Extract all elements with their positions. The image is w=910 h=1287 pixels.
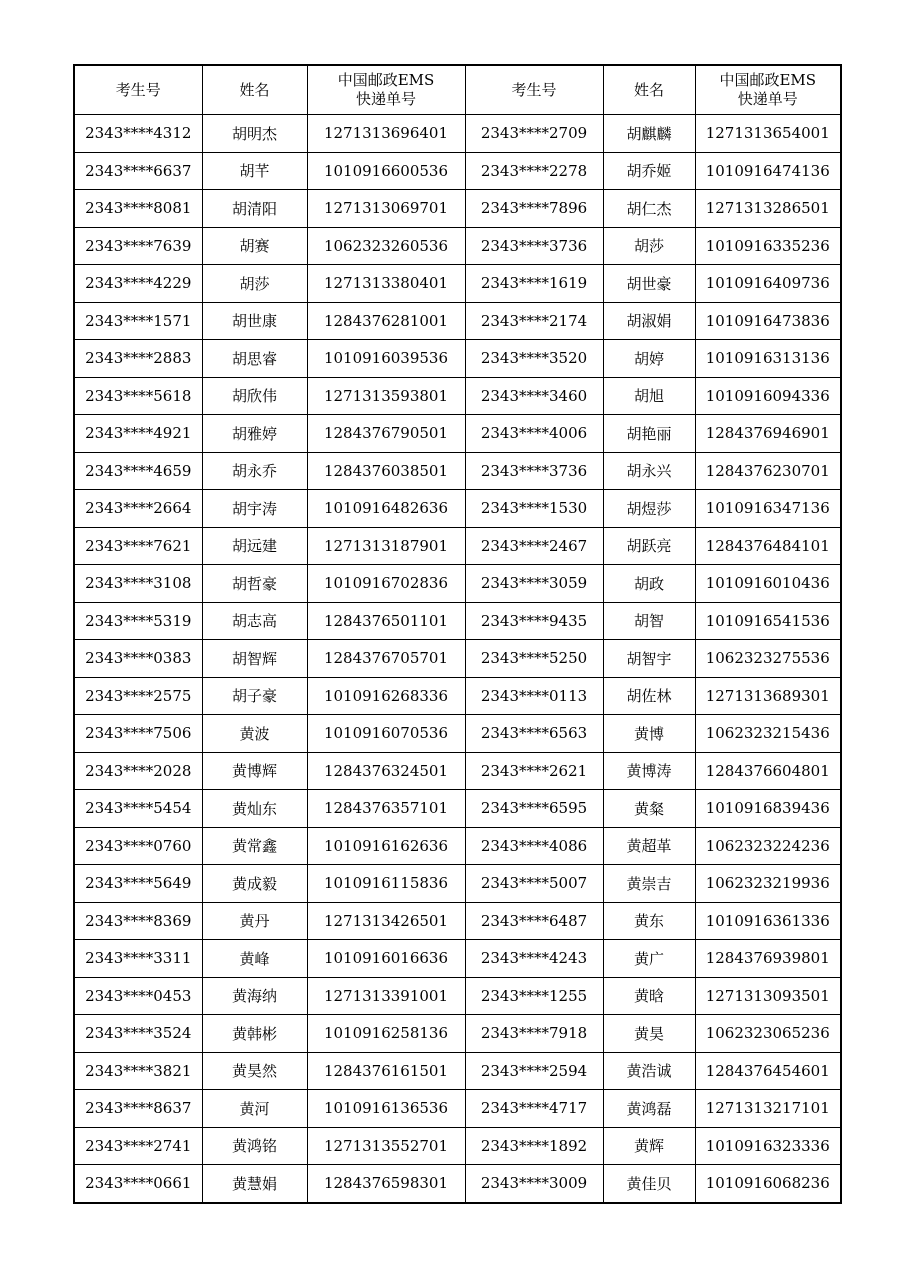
header-ems-line2: 快递单号 [355,90,416,108]
name-cell: 黄峰 [202,940,307,978]
ems-number-cell: 1010916016636 [307,940,465,978]
header-ems-line2-right: 快递单号 [737,90,798,108]
name-cell: 黄海纳 [202,977,307,1015]
name-cell-right: 黄浩诚 [603,1052,695,1090]
name-cell: 胡远建 [202,527,307,565]
ems-number-cell: 1010916268336 [307,677,465,715]
name-cell-right: 胡婷 [603,340,695,378]
student-id-cell: 2343****4921 [74,415,202,453]
ems-number-cell-right: 1284376484101 [695,527,841,565]
name-cell: 胡哲豪 [202,565,307,603]
student-id-cell-right: 2343****4717 [465,1090,603,1128]
table-row [74,302,841,340]
name-cell: 胡雅婷 [202,415,307,453]
table-row [74,265,841,303]
name-cell-right: 黄东 [603,902,695,940]
ems-number-cell-right: 1284376604801 [695,752,841,790]
table-row [74,340,841,378]
student-id-cell: 2343****2741 [74,1127,202,1165]
student-id-cell: 2343****0383 [74,640,202,678]
name-cell-right: 胡政 [603,565,695,603]
student-id-cell-right: 2343****3736 [465,452,603,490]
table-row [74,1165,841,1203]
name-cell-right: 黄昊 [603,1015,695,1053]
student-id-cell-right: 2343****2709 [465,115,603,153]
name-cell: 胡赛 [202,227,307,265]
ems-number-cell-right: 1010916323336 [695,1127,841,1165]
table-row [74,640,841,678]
name-cell: 胡宇涛 [202,490,307,528]
header-student-id: 考生号 [74,65,202,115]
table-header-row [74,65,841,115]
ems-number-cell: 1284376705701 [307,640,465,678]
student-id-cell-right: 2343****7918 [465,1015,603,1053]
student-id-cell: 2343****8081 [74,190,202,228]
name-cell-right: 黄博 [603,715,695,753]
table-row [74,977,841,1015]
student-id-cell-right: 2343****4086 [465,827,603,865]
name-cell-right: 胡乔姬 [603,152,695,190]
table-row [74,865,841,903]
student-id-cell-right: 2343****1255 [465,977,603,1015]
name-cell-right: 黄广 [603,940,695,978]
name-cell: 胡智辉 [202,640,307,678]
student-id-cell: 2343****1571 [74,302,202,340]
student-id-cell-right: 2343****0113 [465,677,603,715]
ems-number-cell: 1284376501101 [307,602,465,640]
student-id-cell-right: 2343****3520 [465,340,603,378]
name-cell: 黄灿东 [202,790,307,828]
ems-number-cell-right: 1010916335236 [695,227,841,265]
student-id-cell: 2343****6637 [74,152,202,190]
student-id-cell: 2343****7506 [74,715,202,753]
ems-number-cell-right: 1284376454601 [695,1052,841,1090]
ems-number-cell: 1010916702836 [307,565,465,603]
table-row [74,377,841,415]
table-row [74,490,841,528]
table-row [74,227,841,265]
header-name: 姓名 [202,65,307,115]
ems-number-cell-right: 1062323065236 [695,1015,841,1053]
table-body [74,115,841,1203]
ems-roster-table [73,64,842,1204]
ems-number-cell-right: 1010916313136 [695,340,841,378]
student-id-cell: 2343****3821 [74,1052,202,1090]
student-id-cell: 2343****2664 [74,490,202,528]
table-row [74,115,841,153]
table-row [74,677,841,715]
header-ems-number [307,65,465,115]
ems-number-cell: 1271313552701 [307,1127,465,1165]
ems-number-cell: 1062323260536 [307,227,465,265]
name-cell-right: 胡淑娟 [603,302,695,340]
student-id-cell-right: 2343****3460 [465,377,603,415]
name-cell-right: 黄超革 [603,827,695,865]
ems-number-cell-right: 1062323219936 [695,865,841,903]
student-id-cell-right: 2343****4006 [465,415,603,453]
student-id-cell: 2343****4659 [74,452,202,490]
name-cell-right: 胡仁杰 [603,190,695,228]
table-row [74,715,841,753]
name-cell: 胡欣伟 [202,377,307,415]
student-id-cell-right: 2343****2174 [465,302,603,340]
ems-number-cell: 1271313187901 [307,527,465,565]
ems-number-cell-right: 1010916010436 [695,565,841,603]
student-id-cell-right: 2343****2278 [465,152,603,190]
name-cell: 黄鸿铭 [202,1127,307,1165]
ems-number-cell: 1010916115836 [307,865,465,903]
ems-number-cell: 1010916162636 [307,827,465,865]
table-row [74,565,841,603]
student-id-cell-right: 2343****3736 [465,227,603,265]
ems-number-cell: 1010916039536 [307,340,465,378]
name-cell-right: 胡旭 [603,377,695,415]
ems-number-cell: 1010916136536 [307,1090,465,1128]
name-cell: 黄波 [202,715,307,753]
student-id-cell-right: 2343****6563 [465,715,603,753]
student-id-cell-right: 2343****5250 [465,640,603,678]
name-cell-right: 黄博涛 [603,752,695,790]
student-id-cell: 2343****0661 [74,1165,202,1203]
name-cell: 黄河 [202,1090,307,1128]
name-cell-right: 黄佳贝 [603,1165,695,1203]
name-cell-right: 胡世豪 [603,265,695,303]
name-cell-right: 胡智宇 [603,640,695,678]
student-id-cell: 2343****3108 [74,565,202,603]
student-id-cell-right: 2343****2621 [465,752,603,790]
student-id-cell: 2343****5454 [74,790,202,828]
ems-number-cell-right: 1062323275536 [695,640,841,678]
ems-number-cell-right: 1010916541536 [695,602,841,640]
name-cell: 黄常鑫 [202,827,307,865]
ems-number-cell: 1284376324501 [307,752,465,790]
name-cell: 胡永乔 [202,452,307,490]
student-id-cell: 2343****5649 [74,865,202,903]
ems-number-cell-right: 1062323215436 [695,715,841,753]
student-id-cell-right: 2343****9435 [465,602,603,640]
ems-number-cell-right: 1010916473836 [695,302,841,340]
ems-number-cell-right: 1271313654001 [695,115,841,153]
student-id-cell-right: 2343****1530 [465,490,603,528]
student-id-cell: 2343****0760 [74,827,202,865]
table-row [74,1127,841,1165]
student-id-cell-right: 2343****3059 [465,565,603,603]
ems-number-cell: 1010916258136 [307,1015,465,1053]
name-cell: 胡子豪 [202,677,307,715]
ems-number-cell: 1010916482636 [307,490,465,528]
name-cell: 黄丹 [202,902,307,940]
student-id-cell: 2343****0453 [74,977,202,1015]
student-id-cell: 2343****7621 [74,527,202,565]
ems-number-cell: 1284376281001 [307,302,465,340]
ems-number-cell: 1284376357101 [307,790,465,828]
ems-number-cell: 1284376790501 [307,415,465,453]
student-id-cell-right: 2343****5007 [465,865,603,903]
student-id-cell: 2343****3311 [74,940,202,978]
name-cell-right: 黄辉 [603,1127,695,1165]
ems-number-cell-right: 1271313689301 [695,677,841,715]
name-cell: 胡芊 [202,152,307,190]
name-cell: 胡清阳 [202,190,307,228]
ems-number-cell-right: 1284376946901 [695,415,841,453]
header-name-right: 姓名 [603,65,695,115]
student-id-cell: 2343****4229 [74,265,202,303]
name-cell-right: 黄鸿磊 [603,1090,695,1128]
name-cell: 黄韩彬 [202,1015,307,1053]
name-cell: 胡世康 [202,302,307,340]
header-ems-line1-right: 中国邮政EMS [719,71,817,89]
student-id-cell-right: 2343****7896 [465,190,603,228]
ems-number-cell-right: 1271313286501 [695,190,841,228]
student-id-cell-right: 2343****1619 [465,265,603,303]
ems-number-cell: 1271313426501 [307,902,465,940]
header-student-id-right: 考生号 [465,65,603,115]
table-row [74,452,841,490]
student-id-cell: 2343****3524 [74,1015,202,1053]
student-id-cell: 2343****5319 [74,602,202,640]
ems-number-cell-right: 1284376230701 [695,452,841,490]
ems-number-cell: 1010916070536 [307,715,465,753]
student-id-cell-right: 2343****3009 [465,1165,603,1203]
table-row [74,790,841,828]
name-cell-right: 胡莎 [603,227,695,265]
name-cell: 黄昊然 [202,1052,307,1090]
ems-number-cell: 1271313069701 [307,190,465,228]
ems-number-cell-right: 1010916068236 [695,1165,841,1203]
name-cell-right: 黄晗 [603,977,695,1015]
name-cell: 胡莎 [202,265,307,303]
name-cell-right: 黄粲 [603,790,695,828]
name-cell: 黄成毅 [202,865,307,903]
table-row [74,902,841,940]
header-ems-number-right [695,65,841,115]
table-row [74,602,841,640]
ems-number-cell-right: 1010916409736 [695,265,841,303]
name-cell-right: 胡煜莎 [603,490,695,528]
ems-number-cell-right: 1010916094336 [695,377,841,415]
table-row [74,152,841,190]
student-id-cell: 2343****2575 [74,677,202,715]
name-cell: 黄博辉 [202,752,307,790]
ems-number-cell: 1271313391001 [307,977,465,1015]
name-cell-right: 胡永兴 [603,452,695,490]
table-row [74,1052,841,1090]
ems-number-cell-right: 1284376939801 [695,940,841,978]
student-id-cell: 2343****4312 [74,115,202,153]
ems-number-cell-right: 1271313217101 [695,1090,841,1128]
student-id-cell: 2343****7639 [74,227,202,265]
student-id-cell-right: 2343****2467 [465,527,603,565]
ems-number-cell-right: 1062323224236 [695,827,841,865]
table-row [74,1090,841,1128]
student-id-cell: 2343****2883 [74,340,202,378]
name-cell: 胡思睿 [202,340,307,378]
ems-number-cell-right: 1010916839436 [695,790,841,828]
table-row [74,415,841,453]
ems-number-cell-right: 1010916474136 [695,152,841,190]
table-row [74,1015,841,1053]
name-cell-right: 黄崇吉 [603,865,695,903]
student-id-cell: 2343****8637 [74,1090,202,1128]
table-row [74,827,841,865]
student-id-cell-right: 2343****6595 [465,790,603,828]
name-cell: 胡志高 [202,602,307,640]
student-id-cell-right: 2343****2594 [465,1052,603,1090]
ems-number-cell-right: 1271313093501 [695,977,841,1015]
name-cell-right: 胡佐林 [603,677,695,715]
ems-number-cell: 1010916600536 [307,152,465,190]
table-row [74,190,841,228]
ems-number-cell: 1271313380401 [307,265,465,303]
ems-number-cell-right: 1010916361336 [695,902,841,940]
ems-number-cell: 1284376038501 [307,452,465,490]
student-id-cell-right: 2343****6487 [465,902,603,940]
table-row [74,940,841,978]
ems-number-cell: 1284376598301 [307,1165,465,1203]
ems-number-cell: 1271313696401 [307,115,465,153]
student-id-cell: 2343****8369 [74,902,202,940]
ems-number-cell: 1271313593801 [307,377,465,415]
table-row [74,527,841,565]
ems-number-cell: 1284376161501 [307,1052,465,1090]
student-id-cell: 2343****5618 [74,377,202,415]
student-id-cell-right: 2343****4243 [465,940,603,978]
name-cell: 黄慧娟 [202,1165,307,1203]
name-cell: 胡明杰 [202,115,307,153]
ems-number-cell-right: 1010916347136 [695,490,841,528]
header-ems-line1: 中国邮政EMS [337,71,435,89]
table-row [74,752,841,790]
student-id-cell: 2343****2028 [74,752,202,790]
name-cell-right: 胡艳丽 [603,415,695,453]
student-id-cell-right: 2343****1892 [465,1127,603,1165]
name-cell-right: 胡智 [603,602,695,640]
name-cell-right: 胡麒麟 [603,115,695,153]
name-cell-right: 胡跃亮 [603,527,695,565]
